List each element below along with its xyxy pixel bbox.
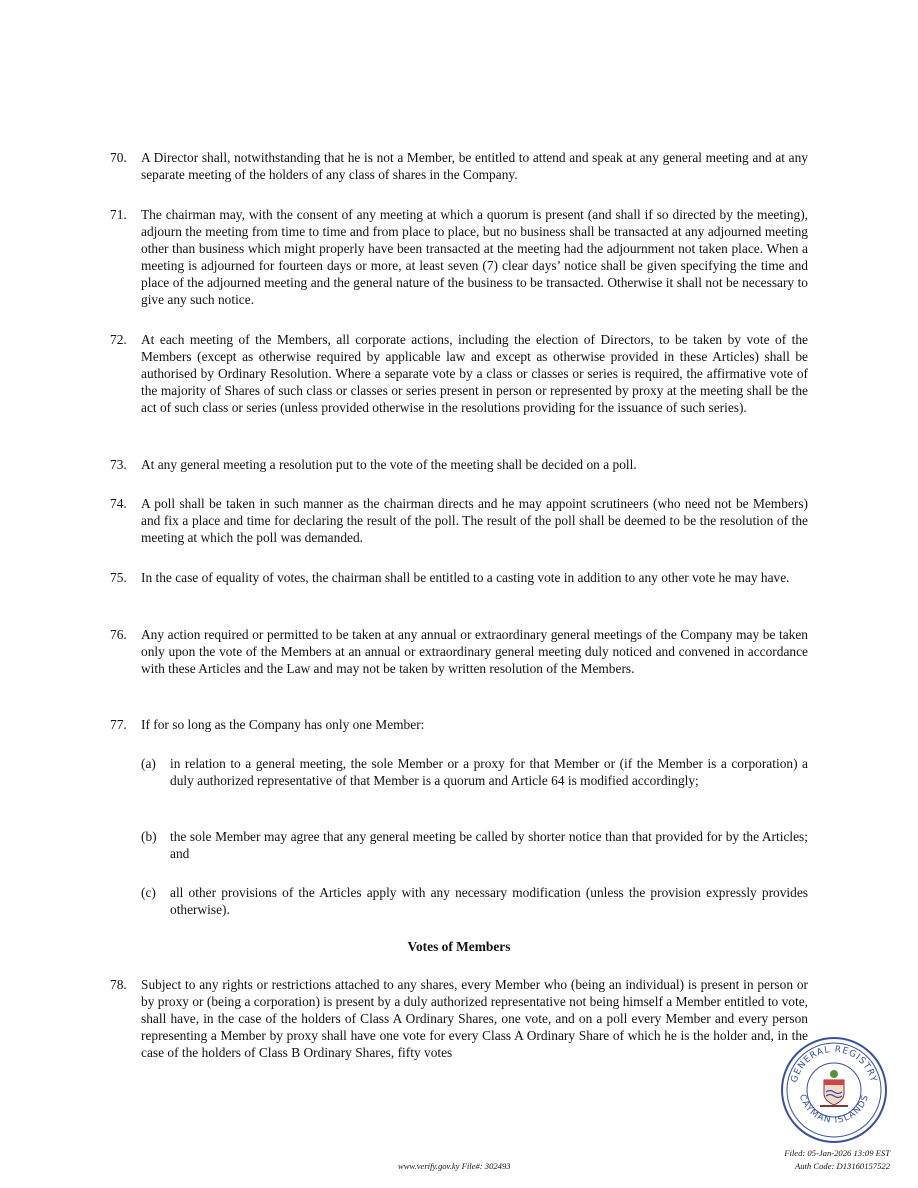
- seal-bottom-text: CAYMAN ISLANDS: [796, 1093, 872, 1126]
- article-76: [110, 626, 808, 677]
- article-text: In the case of equality of votes, the chairman shall be entitled to a casting vote in addition to any other vote he may have.: [141, 570, 790, 585]
- article-text: At each meeting of the Members, all corporate actions, including the election of Directors, to be taken by vote of the Members (except as otherwise required by applicable law and except as otherwise provided in these Articles) shall be authorised by Ordinary Resolution. Where a separate vote by a class or classes or series is required, the affirmative vote of the majority of Shares of such class or classes or series present in person or represented by proxy at the meeting shall be the act of such class or series (unless provided otherwise in the resolutions providing for the issuance of such series).: [141, 332, 808, 415]
- article-77: [110, 716, 808, 733]
- subparagraph-c: [141, 884, 808, 918]
- article-number: 75.: [110, 570, 127, 585]
- subparagraph-text: the sole Member may agree that any general meeting be called by shorter notice than that provided for by the Articles; and: [170, 829, 808, 861]
- subparagraph-letter: (a): [141, 756, 156, 771]
- article-number: 74.: [110, 496, 127, 511]
- article-text: Any action required or permitted to be taken at any annual or extraordinary general meetings of the Company may be taken only upon the vote of the Members at an annual or extraordinary general meeting duly noticed and convened in accordance with these Articles and the Law and may not be taken by written resolution of the Members.: [141, 627, 808, 676]
- article-75: [110, 569, 808, 586]
- general-registry-seal-icon: [780, 1036, 888, 1144]
- section-heading: Votes of Members: [407, 939, 511, 954]
- article-72: [110, 331, 808, 416]
- article-number: 77.: [110, 717, 127, 732]
- article-78: [110, 976, 808, 1061]
- filing-stamp: [760, 1147, 890, 1173]
- article-74: [110, 495, 808, 546]
- subparagraph-letter: (b): [141, 829, 157, 844]
- article-number: 71.: [110, 207, 127, 222]
- article-text: A poll shall be taken in such manner as the chairman directs and he may appoint scrutineers (who need not be Members) and fix a place and time for declaring the result of the poll. The result of the poll shall be deemed to be the resolution of the meeting at which the poll was demanded.: [141, 496, 808, 545]
- article-text: The chairman may, with the consent of any meeting at which a quorum is present (and shall if so directed by the meeting), adjourn the meeting from time to time and from place to place, but no business shall be transacted at any adjourned meeting other than business which might properly have been transacted at the meeting had the adjournment not taken place. When a meeting is adjourned for fourteen days or more, at least seven (7) clear days’ notice shall be given specifying the time and place of the adjourned meeting and the general nature of the business to be transacted. Otherwise it shall not be necessary to give any such notice.: [141, 207, 808, 307]
- article-text: A Director shall, notwithstanding that he is not a Member, be entitled to attend and speak at any general meeting and at any separate meeting of the holders of any class of shares in the Company.: [141, 150, 808, 182]
- subparagraph-b: [141, 828, 808, 862]
- article-73: [110, 456, 808, 473]
- seal-top-text: GENERAL REGISTRY: [789, 1044, 879, 1084]
- article-70: [110, 149, 808, 183]
- auth-code: Auth Code: D13160157522: [794, 1161, 890, 1171]
- article-number: 78.: [110, 977, 127, 992]
- subparagraph-text: all other provisions of the Articles apply with any necessary modification (unless the provision expressly provides otherwise).: [170, 885, 808, 917]
- article-text: Subject to any rights or restrictions attached to any shares, every Member who (being an individual) is present in person or by proxy or (being a corporation) is present by a duly authorized representative not being himself a Member entitled to vote, shall have, in the case of the holders of Class A Ordinary Shares, one vote, and on a poll every Member and every person representing a Member by proxy shall have one vote for every Class A Ordinary Share of which he is the holder and, in the case of the holders of Class B Ordinary Shares, fifty votes: [141, 977, 808, 1060]
- article-text: If for so long as the Company has only one Member:: [141, 717, 425, 732]
- subparagraph-text: in relation to a general meeting, the sole Member or a proxy for that Member or (if the Member is a corporation) a duly authorized representative of that Member is a quorum and Article 64 is modified accordingly;: [170, 756, 808, 788]
- article-number: 76.: [110, 627, 127, 642]
- article-number: 72.: [110, 332, 127, 347]
- verify-footer: www.verify.gov.ky File#: 302493: [398, 1161, 511, 1171]
- subparagraph-letter: (c): [141, 885, 156, 900]
- filed-date: Filed: 05-Jan-2026 13:09 EST: [784, 1148, 890, 1158]
- article-text: At any general meeting a resolution put to the vote of the meeting shall be decided on a poll.: [141, 457, 637, 472]
- subparagraph-a: [141, 755, 808, 789]
- article-number: 73.: [110, 457, 127, 472]
- article-number: 70.: [110, 150, 127, 165]
- article-71: [110, 206, 808, 308]
